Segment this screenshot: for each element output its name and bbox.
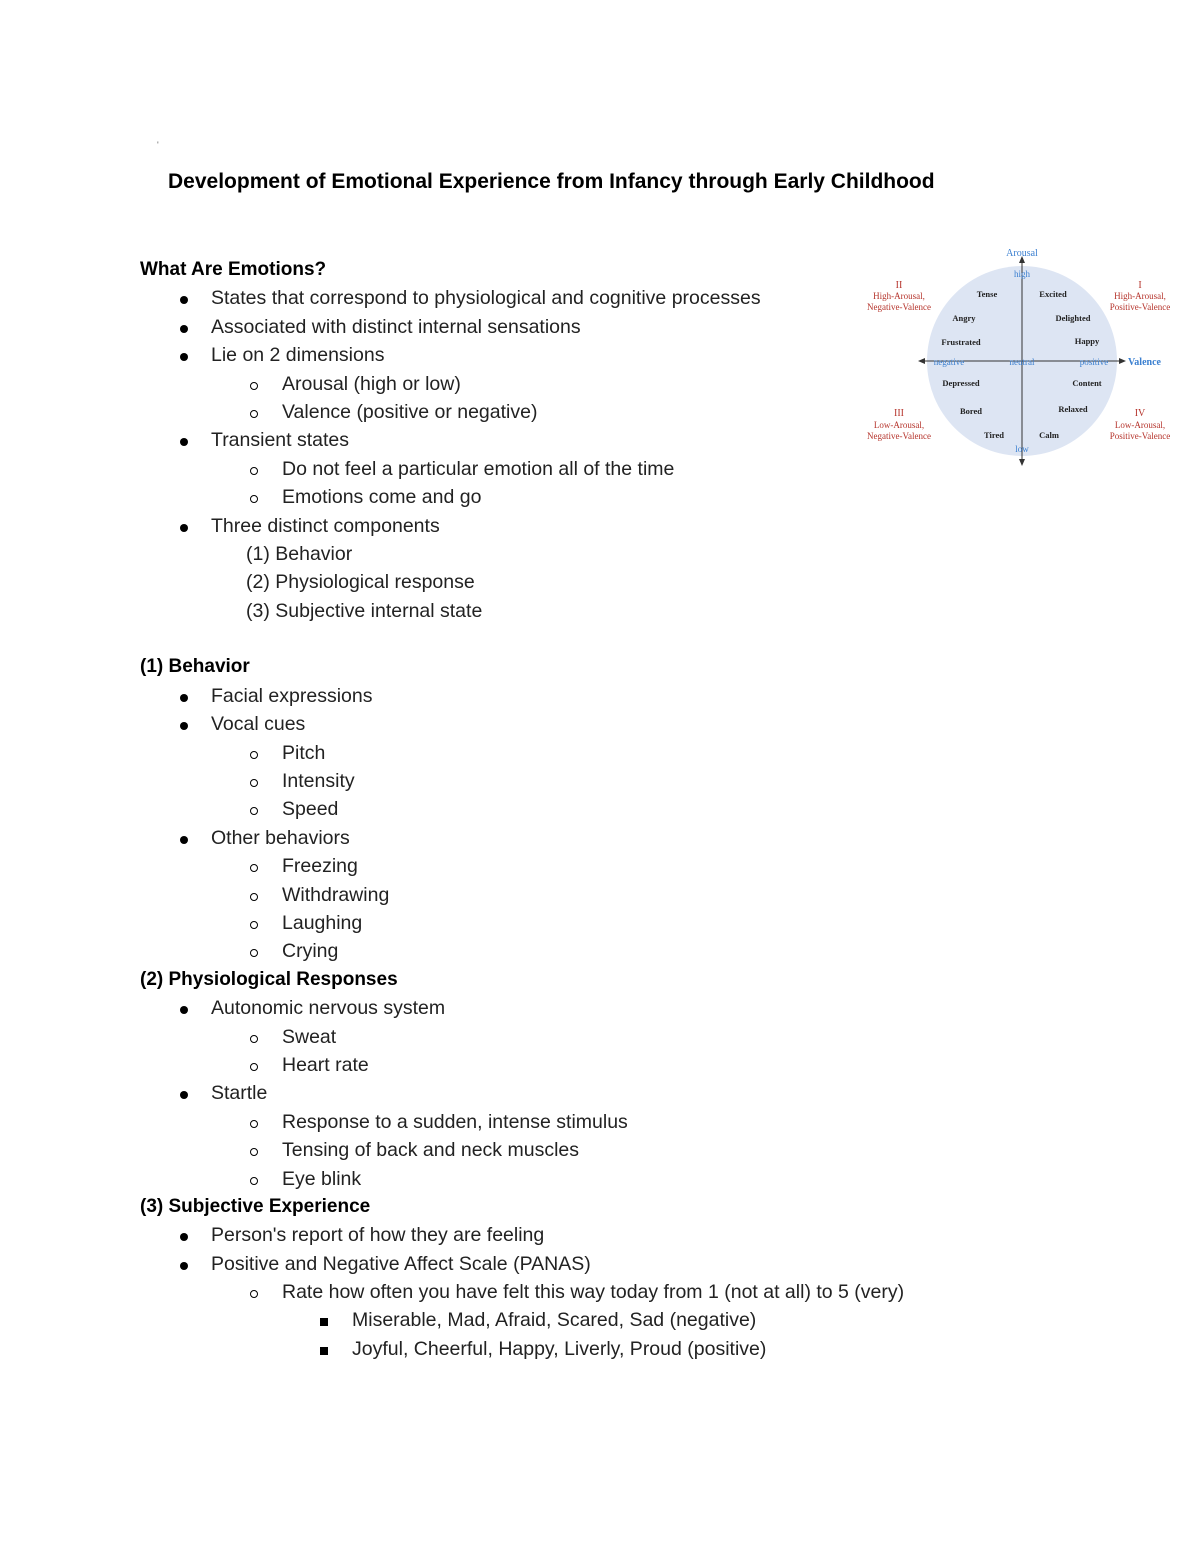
- bullet-square: [316, 1306, 332, 1334]
- list-item: Person's report of how they are feeling: [140, 1221, 880, 1249]
- quadrant-iv-line1: Low-Arousal,: [1114, 420, 1166, 430]
- emotion-delighted: Delighted: [1055, 313, 1091, 323]
- bullet-circle: [246, 455, 262, 483]
- list-item: Response to a sudden, intense stimulus: [140, 1108, 880, 1136]
- bullet-dot: [176, 512, 192, 540]
- emotion-angry: Angry: [952, 313, 976, 323]
- axis-tick-neutral: neutral: [1009, 357, 1035, 367]
- list-item: Crying: [140, 937, 880, 965]
- axis-tick-high: high: [1013, 269, 1031, 279]
- emotion-bored: Bored: [959, 406, 983, 416]
- list-item: Emotions come and go: [140, 483, 880, 511]
- bullet-circle: [246, 767, 262, 795]
- list-item: Intensity: [140, 767, 880, 795]
- list-item: Tensing of back and neck muscles: [140, 1136, 880, 1164]
- circumplex-model-figure: [858, 244, 1184, 474]
- quadrant-iii-line1: Low-Arousal,: [873, 420, 925, 430]
- bullet-circle: [246, 937, 262, 965]
- bullet-dot: [176, 1079, 192, 1107]
- list-item: Heart rate: [140, 1051, 880, 1079]
- emotion-excited: Excited: [1039, 289, 1067, 299]
- axis-label-valence: Valence: [1128, 357, 1161, 368]
- quadrant-i-line1: High-Arousal,: [1114, 291, 1166, 301]
- axis-tick-negative: negative: [933, 357, 965, 367]
- numbered-item: (2) Physiological response: [246, 571, 475, 594]
- list-item: Freezing: [140, 852, 880, 880]
- arrow-down-icon: [1019, 459, 1025, 466]
- numbered-item: (3) Subjective internal state: [246, 599, 483, 622]
- bullet-dot: [176, 994, 192, 1022]
- bullet-circle: [246, 739, 262, 767]
- emotion-frustrated: Frustrated: [941, 337, 981, 347]
- bullet-dot: [176, 710, 192, 738]
- bullet-dot: [176, 426, 192, 454]
- bullet-circle: [246, 852, 262, 880]
- quadrant-i-line2: Positive-Valence: [1109, 302, 1171, 312]
- list-item: Valence (positive or negative): [140, 398, 880, 426]
- bullet-circle: [246, 483, 262, 511]
- bullet-circle: [246, 1051, 262, 1079]
- emotion-calm: Calm: [1039, 430, 1059, 440]
- list-item: Positive and Negative Affect Scale (PANAS): [140, 1250, 880, 1278]
- bullet-dot: [176, 1221, 192, 1249]
- list-item: Sweat: [140, 1023, 880, 1051]
- page-mark: ': [157, 140, 159, 150]
- bullet-dot: [176, 284, 192, 312]
- list-item: Autonomic nervous system: [140, 994, 880, 1022]
- emotion-happy: Happy: [1074, 336, 1100, 346]
- list-item: Lie on 2 dimensions: [140, 341, 880, 369]
- list-item: Speed: [140, 795, 880, 823]
- section-heading-physiological: (2) Physiological Responses: [140, 968, 398, 990]
- emotion-depressed: Depressed: [942, 378, 980, 388]
- list-item: Associated with distinct internal sensations: [140, 313, 880, 341]
- bullet-dot: [176, 682, 192, 710]
- emotion-tired: Tired: [984, 430, 1004, 440]
- quadrant-iv-line2: Positive-Valence: [1109, 431, 1171, 441]
- axis-tick-low: low: [1015, 444, 1029, 454]
- list-item: Laughing: [140, 909, 880, 937]
- bullet-square: [316, 1335, 332, 1363]
- emotion-relaxed: Relaxed: [1058, 404, 1088, 414]
- axis-tick-positive: positive: [1079, 357, 1109, 367]
- bullet-dot: [176, 313, 192, 341]
- bullet-dot: [176, 1250, 192, 1278]
- quadrant-ii-number: II: [895, 280, 903, 291]
- list-item: Withdrawing: [140, 881, 880, 909]
- bullet-circle: [246, 370, 262, 398]
- bullet-circle: [246, 909, 262, 937]
- bullet-dot: [176, 341, 192, 369]
- quadrant-ii-line1: High-Arousal,: [873, 291, 925, 301]
- list-item: Miserable, Mad, Afraid, Scared, Sad (negative): [140, 1306, 880, 1334]
- bullet-circle: [246, 795, 262, 823]
- list-item: Do not feel a particular emotion all of the time: [140, 455, 880, 483]
- list-item: Startle: [140, 1079, 880, 1107]
- section-heading-subjective: (3) Subjective Experience: [140, 1195, 371, 1217]
- bullet-dot: [176, 824, 192, 852]
- spacer: [140, 625, 880, 653]
- bullet-circle: [246, 1023, 262, 1051]
- quadrant-iii-line2: Negative-Valence: [867, 431, 931, 441]
- document-title: Development of Emotional Experience from Infancy through Early Childhood: [168, 170, 935, 193]
- bullet-circle: [246, 1136, 262, 1164]
- bullet-circle: [246, 1108, 262, 1136]
- quadrant-iv-number: IV: [1134, 408, 1146, 419]
- section-heading-behavior: (1) Behavior: [140, 656, 250, 678]
- emotion-tense: Tense: [976, 289, 998, 299]
- emotion-content: Content: [1072, 378, 1102, 388]
- section-heading-what-are-emotions: What Are Emotions?: [140, 259, 327, 280]
- list-item: Other behaviors: [140, 824, 880, 852]
- list-item: Pitch: [140, 739, 880, 767]
- list-item: Eye blink: [140, 1165, 880, 1193]
- bullet-circle: [246, 1165, 262, 1193]
- bullet-circle: [246, 398, 262, 426]
- list-item: Joyful, Cheerful, Happy, Liverly, Proud (positive): [140, 1335, 880, 1363]
- quadrant-i-number: I: [1138, 280, 1142, 291]
- list-item: Arousal (high or low): [140, 370, 880, 398]
- list-item: States that correspond to physiological and cognitive processes: [140, 284, 880, 312]
- numbered-item: (1) Behavior: [246, 542, 353, 565]
- arrow-left-icon: [918, 358, 925, 364]
- quadrant-iii-number: III: [894, 408, 904, 419]
- list-item: Vocal cues: [140, 710, 880, 738]
- quadrant-ii-line2: Negative-Valence: [867, 302, 931, 312]
- axis-label-arousal: Arousal: [1006, 248, 1038, 259]
- bullet-circle: [246, 1278, 262, 1306]
- list-item: Rate how often you have felt this way today from 1 (not at all) to 5 (very): [140, 1278, 880, 1306]
- bullet-circle: [246, 881, 262, 909]
- list-item: Three distinct components: [140, 512, 880, 540]
- arrow-right-icon: [1119, 358, 1126, 364]
- list-item: Facial expressions: [140, 682, 880, 710]
- list-item: Transient states: [140, 426, 880, 454]
